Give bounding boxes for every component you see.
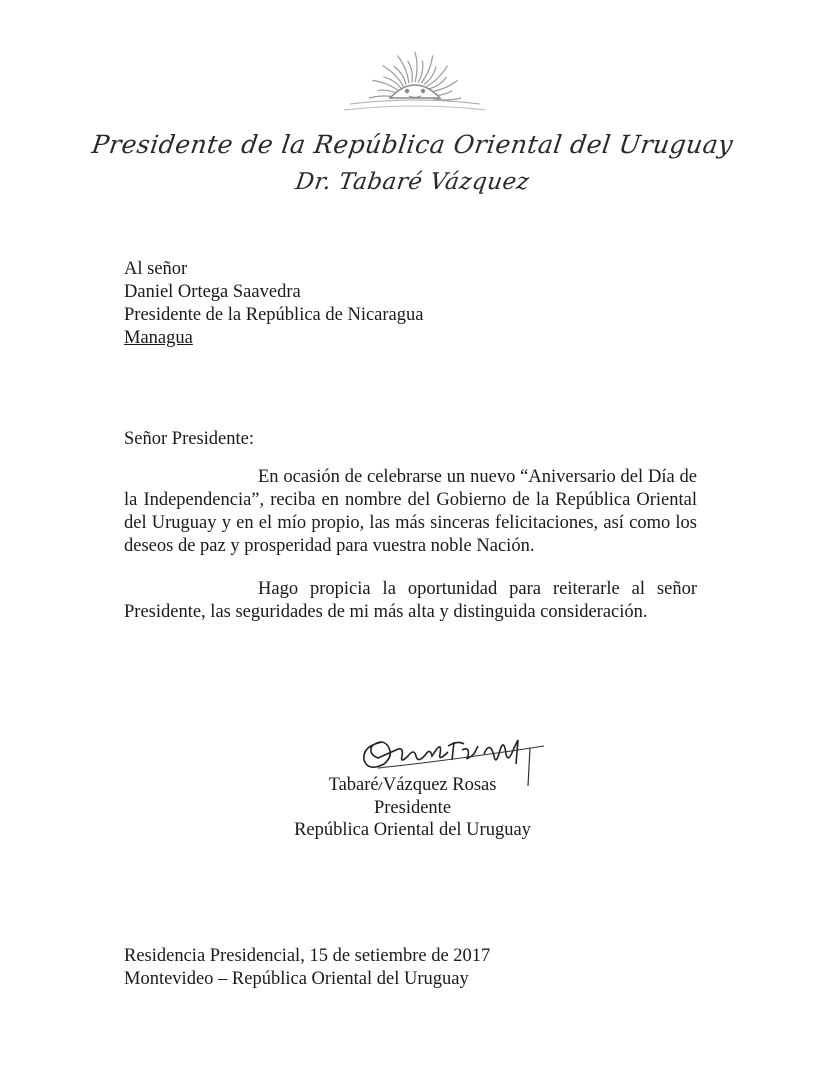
address-line-3: Presidente de la República de Nicaragua [124,305,424,325]
signatory-organization: República Oriental del Uruguay [294,820,531,840]
recipient-address [124,258,423,350]
letterhead-title: Presidente de la República Oriental del Uruguay [89,130,736,159]
address-city: Managua [124,328,193,348]
salutation: Señor Presidente: [124,429,254,449]
address-line-1: Al señor [124,259,188,279]
address-line-2: Daniel Ortega Saavedra [124,282,301,302]
body-paragraph-1: En ocasión de celebrarse un nuevo “Aniversario del Día de la Independencia”, reciba en nombre del Gobierno de la República Oriental del Uruguay y en el mío propio, las más sinceras felicitaciones, así como los deseos de paz y prosperidad para vuestra noble Nación. [124,467,697,556]
body-paragraph-2: Hago propicia la oportunidad para reiterarle al señor Presidente, las seguridades de mi más alta y distinguida consideración. [124,579,697,622]
footer-place-date: Residencia Presidencial, 15 de setiembre de 2017 [124,946,491,966]
footer-city: Montevideo – República Oriental del Uruguay [124,969,469,989]
sun-ray [415,52,417,82]
signatory-title: Presidente [373,798,452,818]
sun-of-may-icon [340,36,490,126]
signatory-name: Tabaré Vázquez Rosas [328,775,497,795]
letterhead-name: Dr. Tabaré Vázquez [293,169,532,195]
sun-ray [418,61,423,83]
